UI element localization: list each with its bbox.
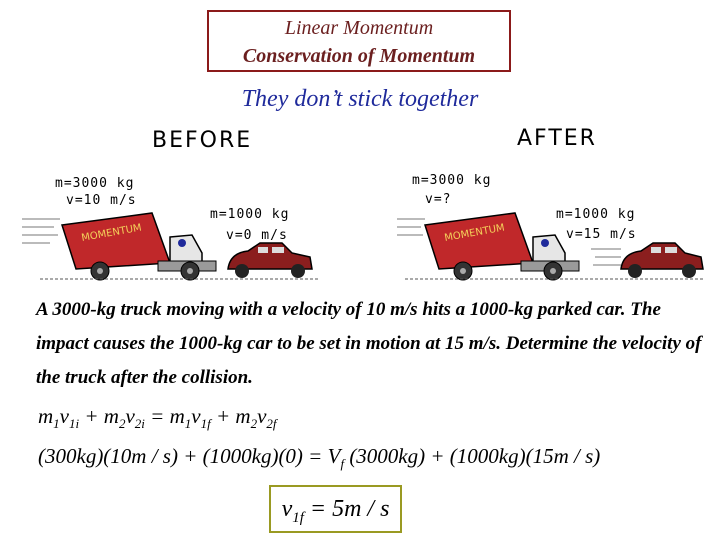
after-collision-illustration: [395, 205, 705, 285]
before-collision-illustration: [20, 205, 320, 285]
after-car-velocity: v=15 m/s: [566, 227, 637, 242]
speed-lines: [22, 219, 60, 243]
before-car-velocity: v=0 m/s: [226, 228, 288, 243]
answer-value: = 5m / s: [309, 496, 390, 522]
title-box: [207, 10, 511, 72]
title-line-2: Conservation of Momentum: [242, 45, 476, 67]
answer-subscript: 1f: [292, 509, 304, 526]
title-line-1: Linear Momentum: [284, 17, 434, 39]
truck-sign-text: MOMENTUM: [443, 222, 506, 244]
answer-variable: v: [281, 496, 293, 522]
before-truck-mass: m=3000 kg: [55, 176, 135, 191]
car-graphic: [228, 243, 312, 278]
before-car-mass: m=1000 kg: [210, 207, 290, 222]
speed-lines: [397, 219, 425, 235]
truck-sign-text: MOMENTUM: [80, 222, 143, 244]
momentum-equation: $m_1v_{1i} + m_2v_{2i} = m_1v_{1f} + m_2v_{2f}$: [38, 404, 277, 432]
answer-box: [269, 485, 402, 533]
subtitle: They don’t stick together: [241, 86, 479, 112]
after-truck-mass: m=3000 kg: [412, 173, 492, 188]
after-label: AFTER: [517, 126, 597, 151]
after-car-mass: m=1000 kg: [556, 207, 636, 222]
substituted-equation: $(300kg)(10m / s) + (1000kg)(0) = V_f$ (3000kg) + (1000kg)(15m / s): [38, 444, 601, 472]
problem-statement: A 3000-kg truck moving with a velocity of 10 m/s hits a 1000-kg parked car. The impact causes the 1000-kg car to be set in motion at 15 m/s. Determine the velocity of the truck after the collision.: [36, 299, 702, 388]
car-graphic: [621, 243, 703, 278]
before-label: BEFORE: [152, 128, 253, 153]
before-truck-velocity: v=10 m/s: [66, 193, 137, 208]
speed-lines-car: [591, 249, 621, 265]
after-truck-velocity: v=?: [425, 192, 452, 207]
